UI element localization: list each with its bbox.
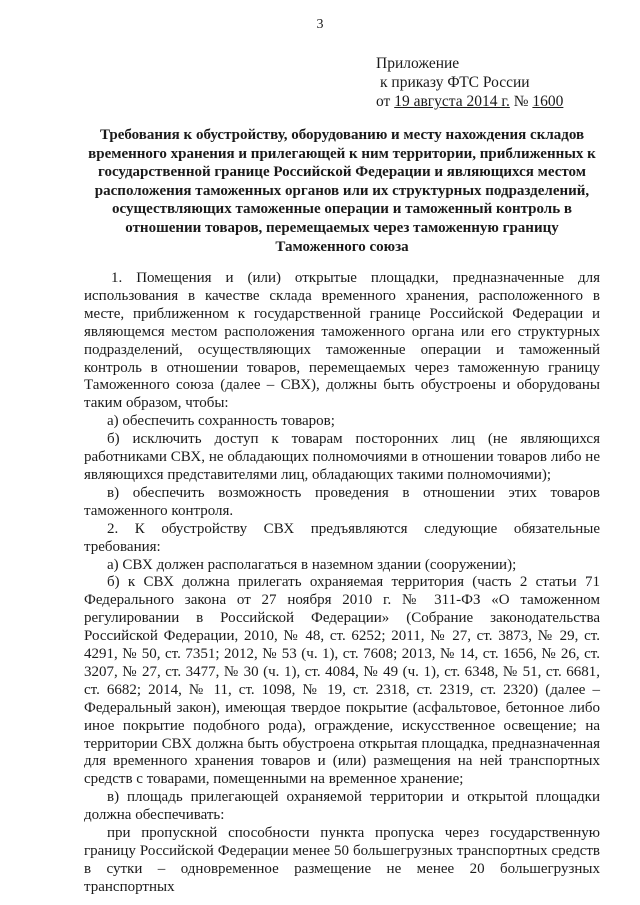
paragraph-1b: б) исключить доступ к товарам посторонних лиц (не являющихся работниками СВХ, не обладающих полномочиями в отношении товаров либо не являющихся представителями лиц, обладающих такими полномочиями);: [84, 431, 600, 483]
appendix-header: [376, 54, 626, 111]
appendix-label: Приложение: [376, 55, 460, 72]
document-title: Требования к обустройству, оборудованию и месту нахождения складов временного хранения и прилегающей к ним территории, приближенных к государственной границе Российской Федерации и являющихся местом расположения таможенных органов или их структурных подразделений, осуществляющих таможенные операции и таможенный контроль в отношении товаров, перемещаемых через таможенную границу Таможенного союза: [88, 127, 596, 255]
paragraph-1c: в) обеспечить возможность проведения в отношении этих товаров таможенного контроля.: [84, 484, 600, 519]
appendix-date-prefix: от: [376, 93, 391, 110]
paragraph-1: 1. Помещения и (или) открытые площадки, предназначенные для использования в качестве склада временного хранения, расположенного в месте, приближенном к государственной границе Российской Федерации и являющемся местом расположения таможенного органа или его структурных подразделений, осуществляющих таможенные операции и таможенный контроль в отношении товаров, перемещаемых через таможенную границу Таможенного союза (далее – СВХ), должны быть обустроены и оборудованы таким образом, чтобы:: [84, 270, 600, 412]
paragraph-2b: б) к СВХ должна прилегать охраняемая территория (часть 2 статьи 71 Федерального закона от 27 ноября 2010 г. № 311-ФЗ «О таможенном регулировании в Российской Федерации» (Собрание законодательства Российской Федерации, 2010, № 48, ст. 6252; 2011, № 27, ст. 3873, № 29, ст. 4291, № 50, ст. 7351; 2012, № 53 (ч. 1), ст. 7608; 2013, № 14, ст. 1656, № 26, ст. 3207, № 27, ст. 3477, № 30 (ч. 1), ст. 4084, № 49 (ч. 1), ст. 6348, № 51, ст. 6681, ст. 6682; 2014, № 11, ст. 1098, № 19, ст. 2318, ст. 2319, ст. 2320) (далее – Федеральный закон), имеющая твердое покрытие (асфальтовое, бетонное либо иное покрытие подобного рода), ограждение, искусственное освещение; на территории СВХ должна быть обустроена открытая площадка, предназначенная для временного хранения товаров и (или) размещения на ней транспортных средств с товарами, помещенными на временное хранение;: [84, 574, 600, 788]
paragraph-2a: а) СВХ должен располагаться в наземном здании (сооружении);: [107, 556, 517, 573]
paragraph-2c: в) площадь прилегающей охраняемой территории и открытой площадки должна обеспечивать:: [84, 789, 600, 824]
appendix-number-sign: №: [513, 93, 529, 110]
appendix-order-date-line: [376, 92, 626, 111]
appendix-order-ref: к приказу ФТС России: [380, 74, 530, 91]
document-body: [84, 270, 600, 897]
appendix-order-number: 1600: [532, 93, 564, 110]
page-number: 3: [316, 17, 324, 32]
paragraph-1a: а) обеспечить сохранность товаров;: [107, 413, 335, 430]
paragraph-2c-1: при пропускной способности пункта пропуска через государственную границу Российской Федерации менее 50 большегрузных транспортных средств в сутки – одновременное размещение не менее 20 большегрузных транспортных: [84, 825, 600, 895]
appendix-order-date: 19 августа 2014 г.: [394, 93, 510, 110]
paragraph-2: 2. К обустройству СВХ предъявляются следующие обязательные требования:: [84, 520, 600, 555]
